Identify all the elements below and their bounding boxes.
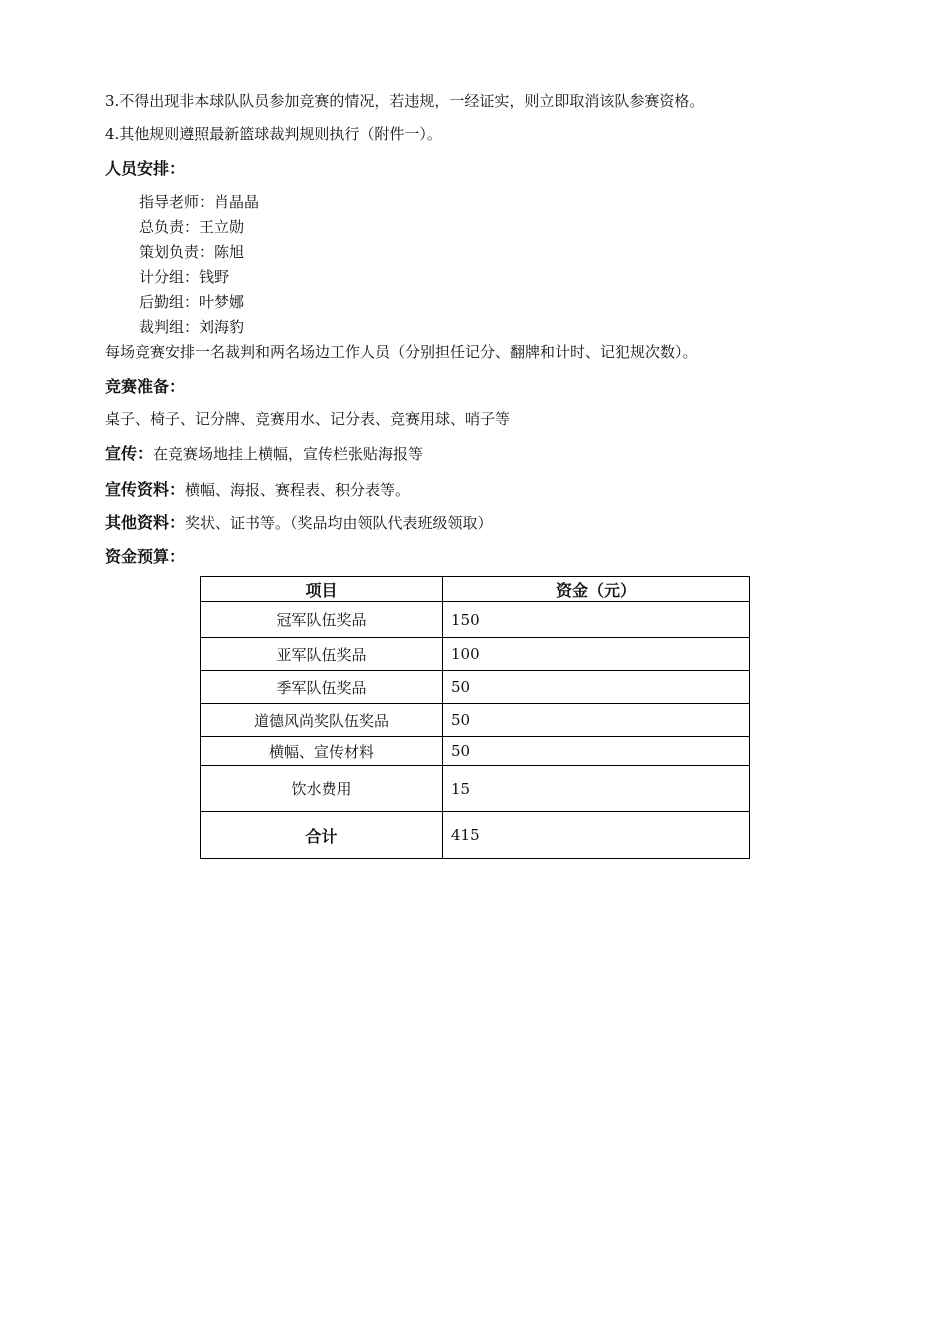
publicity-text: 在竞赛场地挂上横幅，宣传栏张贴海报等 xyxy=(153,445,424,463)
budget-item: 季军队伍奖品 xyxy=(201,671,443,704)
budget-heading: 资金预算： xyxy=(105,547,186,566)
publicity-materials-label: 宣传资料： xyxy=(105,480,186,499)
table-row xyxy=(201,602,750,638)
budget-amount: 100 xyxy=(443,638,750,671)
rule-4: 4.其他规则遵照最新篮球裁判规则执行（附件一）。 xyxy=(105,125,442,143)
table-row xyxy=(201,704,750,737)
budget-amount: 50 xyxy=(443,671,750,704)
budget-item: 饮水费用 xyxy=(201,766,443,812)
preparation-text: 桌子、椅子、记分牌、竞赛用水、记分表、竞赛用球、哨子等 xyxy=(105,410,511,428)
staff-heading: 人员安排： xyxy=(105,159,186,178)
publicity-label: 宣传： xyxy=(105,444,154,463)
publicity-materials-text: 横幅、海报、赛程表、积分表等。 xyxy=(185,481,411,499)
budget-item: 冠军队伍奖品 xyxy=(201,602,443,638)
column-header-amount: 资金（元） xyxy=(443,577,750,602)
budget-amount: 50 xyxy=(443,737,750,766)
staff-member: 总负责：王立勋 xyxy=(139,218,245,236)
budget-amount: 50 xyxy=(443,704,750,737)
rule-3: 3.不得出现非本球队队员参加竞赛的情况，若违规，一经证实，则立即取消该队参赛资格。 xyxy=(105,92,705,110)
publicity-line xyxy=(105,441,423,464)
staff-note: 每场竞赛安排一名裁判和两名场边工作人员（分别担任记分、翻牌和计时、记犯规次数）。 xyxy=(105,343,698,361)
preparation-heading: 竞赛准备： xyxy=(105,377,186,396)
table-row xyxy=(201,638,750,671)
other-materials-line xyxy=(105,510,493,533)
other-materials-text: 奖状、证书等。（奖品均由领队代表班级领取） xyxy=(185,514,493,532)
staff-member: 裁判组：刘海豹 xyxy=(139,318,245,336)
staff-member: 后勤组：叶梦娜 xyxy=(139,293,245,311)
budget-table xyxy=(200,576,750,859)
column-header-item: 项目 xyxy=(201,577,443,602)
budget-item: 横幅、宣传材料 xyxy=(201,737,443,766)
publicity-materials-line xyxy=(105,477,410,500)
table-row xyxy=(201,737,750,766)
table-row xyxy=(201,671,750,704)
budget-amount: 15 xyxy=(443,766,750,812)
budget-item: 亚军队伍奖品 xyxy=(201,638,443,671)
budget-item: 道德风尚奖队伍奖品 xyxy=(201,704,443,737)
other-materials-label: 其他资料： xyxy=(105,513,186,532)
total-label: 合计 xyxy=(201,812,443,859)
table-row xyxy=(201,766,750,812)
staff-member: 计分组：钱野 xyxy=(139,268,230,286)
staff-member: 策划负责：陈旭 xyxy=(139,243,245,261)
table-total-row xyxy=(201,812,750,859)
staff-member: 指导老师：肖晶晶 xyxy=(139,193,260,211)
budget-amount: 150 xyxy=(443,602,750,638)
total-amount: 415 xyxy=(443,812,750,859)
table-header-row xyxy=(201,577,750,602)
